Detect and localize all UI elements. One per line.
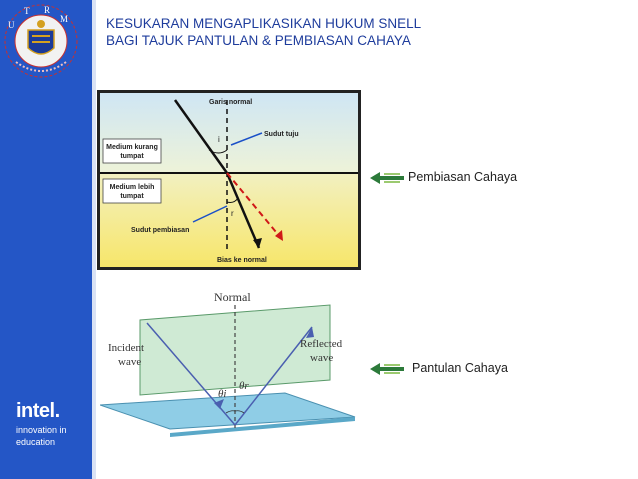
label-angle-r: r [231,209,234,218]
label-incident-wave: wave [118,356,142,368]
intel-education-logo [16,400,67,447]
refraction-diagram [97,90,361,270]
label-medium-lebih-2: tumpat [120,193,144,200]
logo-letter-u: U [8,20,15,30]
label-reflected: Reflected [300,338,343,350]
slide-title [106,15,546,49]
label-sudut-pembiasan: Sudut pembiasan [131,227,190,234]
label-theta-i: θi [218,388,227,400]
label-sudut-tuju: Sudut tuju [264,131,299,138]
label-reflected-wave: wave [310,352,334,364]
logo-letter-m: M [60,14,69,24]
label-incident: Incident [108,342,145,354]
label-medium-kurang-1: Medium kurang [106,144,158,151]
title-line-2: BAGI TAJUK PANTULAN & PEMBIASAN CAHAYA [106,33,411,48]
arrow-icon [370,170,406,186]
intel-tagline-2: education [16,437,56,447]
label-angle-i: i [218,135,220,144]
link-pantulan-cahaya[interactable]: Pantulan Cahaya [412,361,508,375]
arrow-icon [370,361,406,377]
label-bias-ke-normal: Bias ke normal [217,257,267,264]
intel-tagline-1: innovation in [16,425,67,435]
logo-letter-t: T [24,6,30,16]
label-medium-lebih-1: Medium lebih [109,184,155,191]
label-medium-kurang-2: tumpat [120,153,144,160]
label-theta-r: θr [239,380,249,392]
link-pembiasan-cahaya[interactable]: Pembiasan Cahaya [408,170,518,184]
intel-wordmark: intel. [16,400,60,422]
sidebar-stripe [92,0,96,479]
logo-letter-r: R [44,5,51,15]
reflection-diagram [100,285,360,450]
title-line-1: KESUKARAN MENGAPLIKASIKAN HUKUM SNELL [106,16,422,31]
label-garis-normal: Garis normal [209,99,253,106]
university-logo [2,2,80,80]
label-normal: Normal [214,290,251,304]
